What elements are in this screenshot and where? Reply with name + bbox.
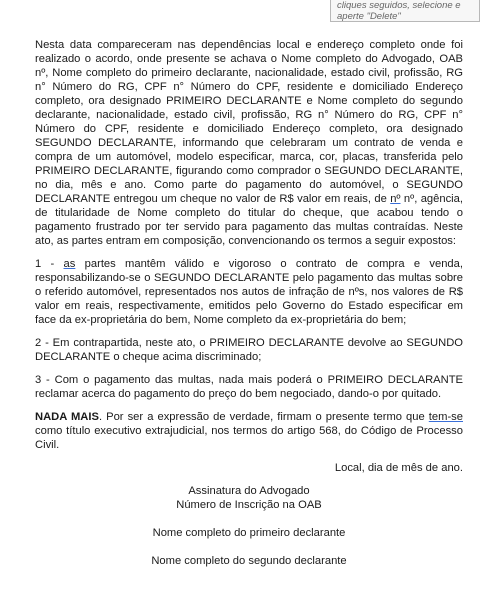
closing-paragraph xyxy=(35,410,463,452)
opening-paragraph xyxy=(35,38,463,248)
signature-second-declarant: Nome completo do segundo declarante xyxy=(151,555,347,567)
signature-oab: Número de Inscrição na OAB xyxy=(176,499,322,511)
hint-line-1: cliques seguidos, selecione e xyxy=(337,0,461,11)
hint-line-2: aperte "Delete" xyxy=(337,11,401,22)
nada-mais: NADA MAIS xyxy=(35,411,99,423)
clause-3: 3 - Com o pagamento das multas, nada mais poderá o PRIMEIRO DECLARANTE reclamar acerca do pagamento do preço do bem negociado, dando-o por quitado. xyxy=(35,374,463,400)
signature-lawyer: Assinatura do Advogado xyxy=(188,485,310,497)
closing-text-tail: como título executivo extrajudicial, nos termos do artigo 568, do Código de Processo Civil. xyxy=(35,425,463,451)
underlined-tem-se: tem-se xyxy=(428,411,463,423)
document-body xyxy=(35,38,463,568)
closing-text: . Por ser a expressão de verdade, firmam o presente termo que xyxy=(98,411,429,423)
hint-box xyxy=(330,0,480,22)
spacer xyxy=(35,540,463,554)
clause-1-text: partes mantêm válido e vigoroso o contrato de compra e venda, responsabilizando-se o SEGUNDO DECLARANTE pelo pagamento das multas sobre o referido automóvel, representados nos autos de infração de nºs, nos valores de R$ valor em reais, respectivamente, emitidos pelo Governo do Estado especificar em face da ex-proprietária do bem, Nome completo da ex-proprietária do bem; xyxy=(35,258,463,326)
opening-text-tail: nº, agência, de titularidade de Nome completo do titular do cheque, que acabou tendo o pagamento frustrado por ter servido para pagamento das multas contraídas. Neste ato, as partes entram em composição, convencionando os termos a seguir expostos: xyxy=(35,193,463,247)
underlined-no: nº xyxy=(390,193,401,205)
underlined-as: as xyxy=(63,258,76,270)
spacer xyxy=(35,512,463,526)
clause-1-number: 1 - xyxy=(35,258,64,270)
clause-2: 2 - Em contrapartida, neste ato, o PRIMEIRO DECLARANTE devolve ao SEGUNDO DECLARANTE o cheque acima discriminado; xyxy=(35,337,463,363)
signature-first-declarant: Nome completo do primeiro declarante xyxy=(152,527,346,539)
date-line: Local, dia de mês de ano. xyxy=(334,462,463,474)
opening-text: Nesta data compareceram nas dependências local e endereço completo onde foi realizado o acordo, onde presente se achava o Nome completo do Advogado, OAB nº, Nome completo do primeiro declarante, nacionalidade, estado civil, profissão, RG n° Número do RG, CPF n° Número do CPF, residente e domiciliado Endereço completo, ora designado PRIMEIRO DECLARANTE e Nome completo do segundo declarante, nacionalidade, estado civil, profissão, RG n° Número do RG, CPF n° Número do CPF, residente e domiciliado Endereço completo, ora designado SEGUNDO DECLARANTE, informando que celebraram um contrato de venda e compra de um automóvel, modelo especificar, marca, cor, placas, transferida pelo PRIMEIRO DECLARANTE, figurando como comprador o SEGUNDO DECLARANTE, no dia, mês e ano. Como parte do pagamento do automóvel, o SEGUNDO DECLARANTE entregou um cheque no valor de R$ valor em reais, de xyxy=(35,39,463,205)
clause-1 xyxy=(35,257,463,327)
